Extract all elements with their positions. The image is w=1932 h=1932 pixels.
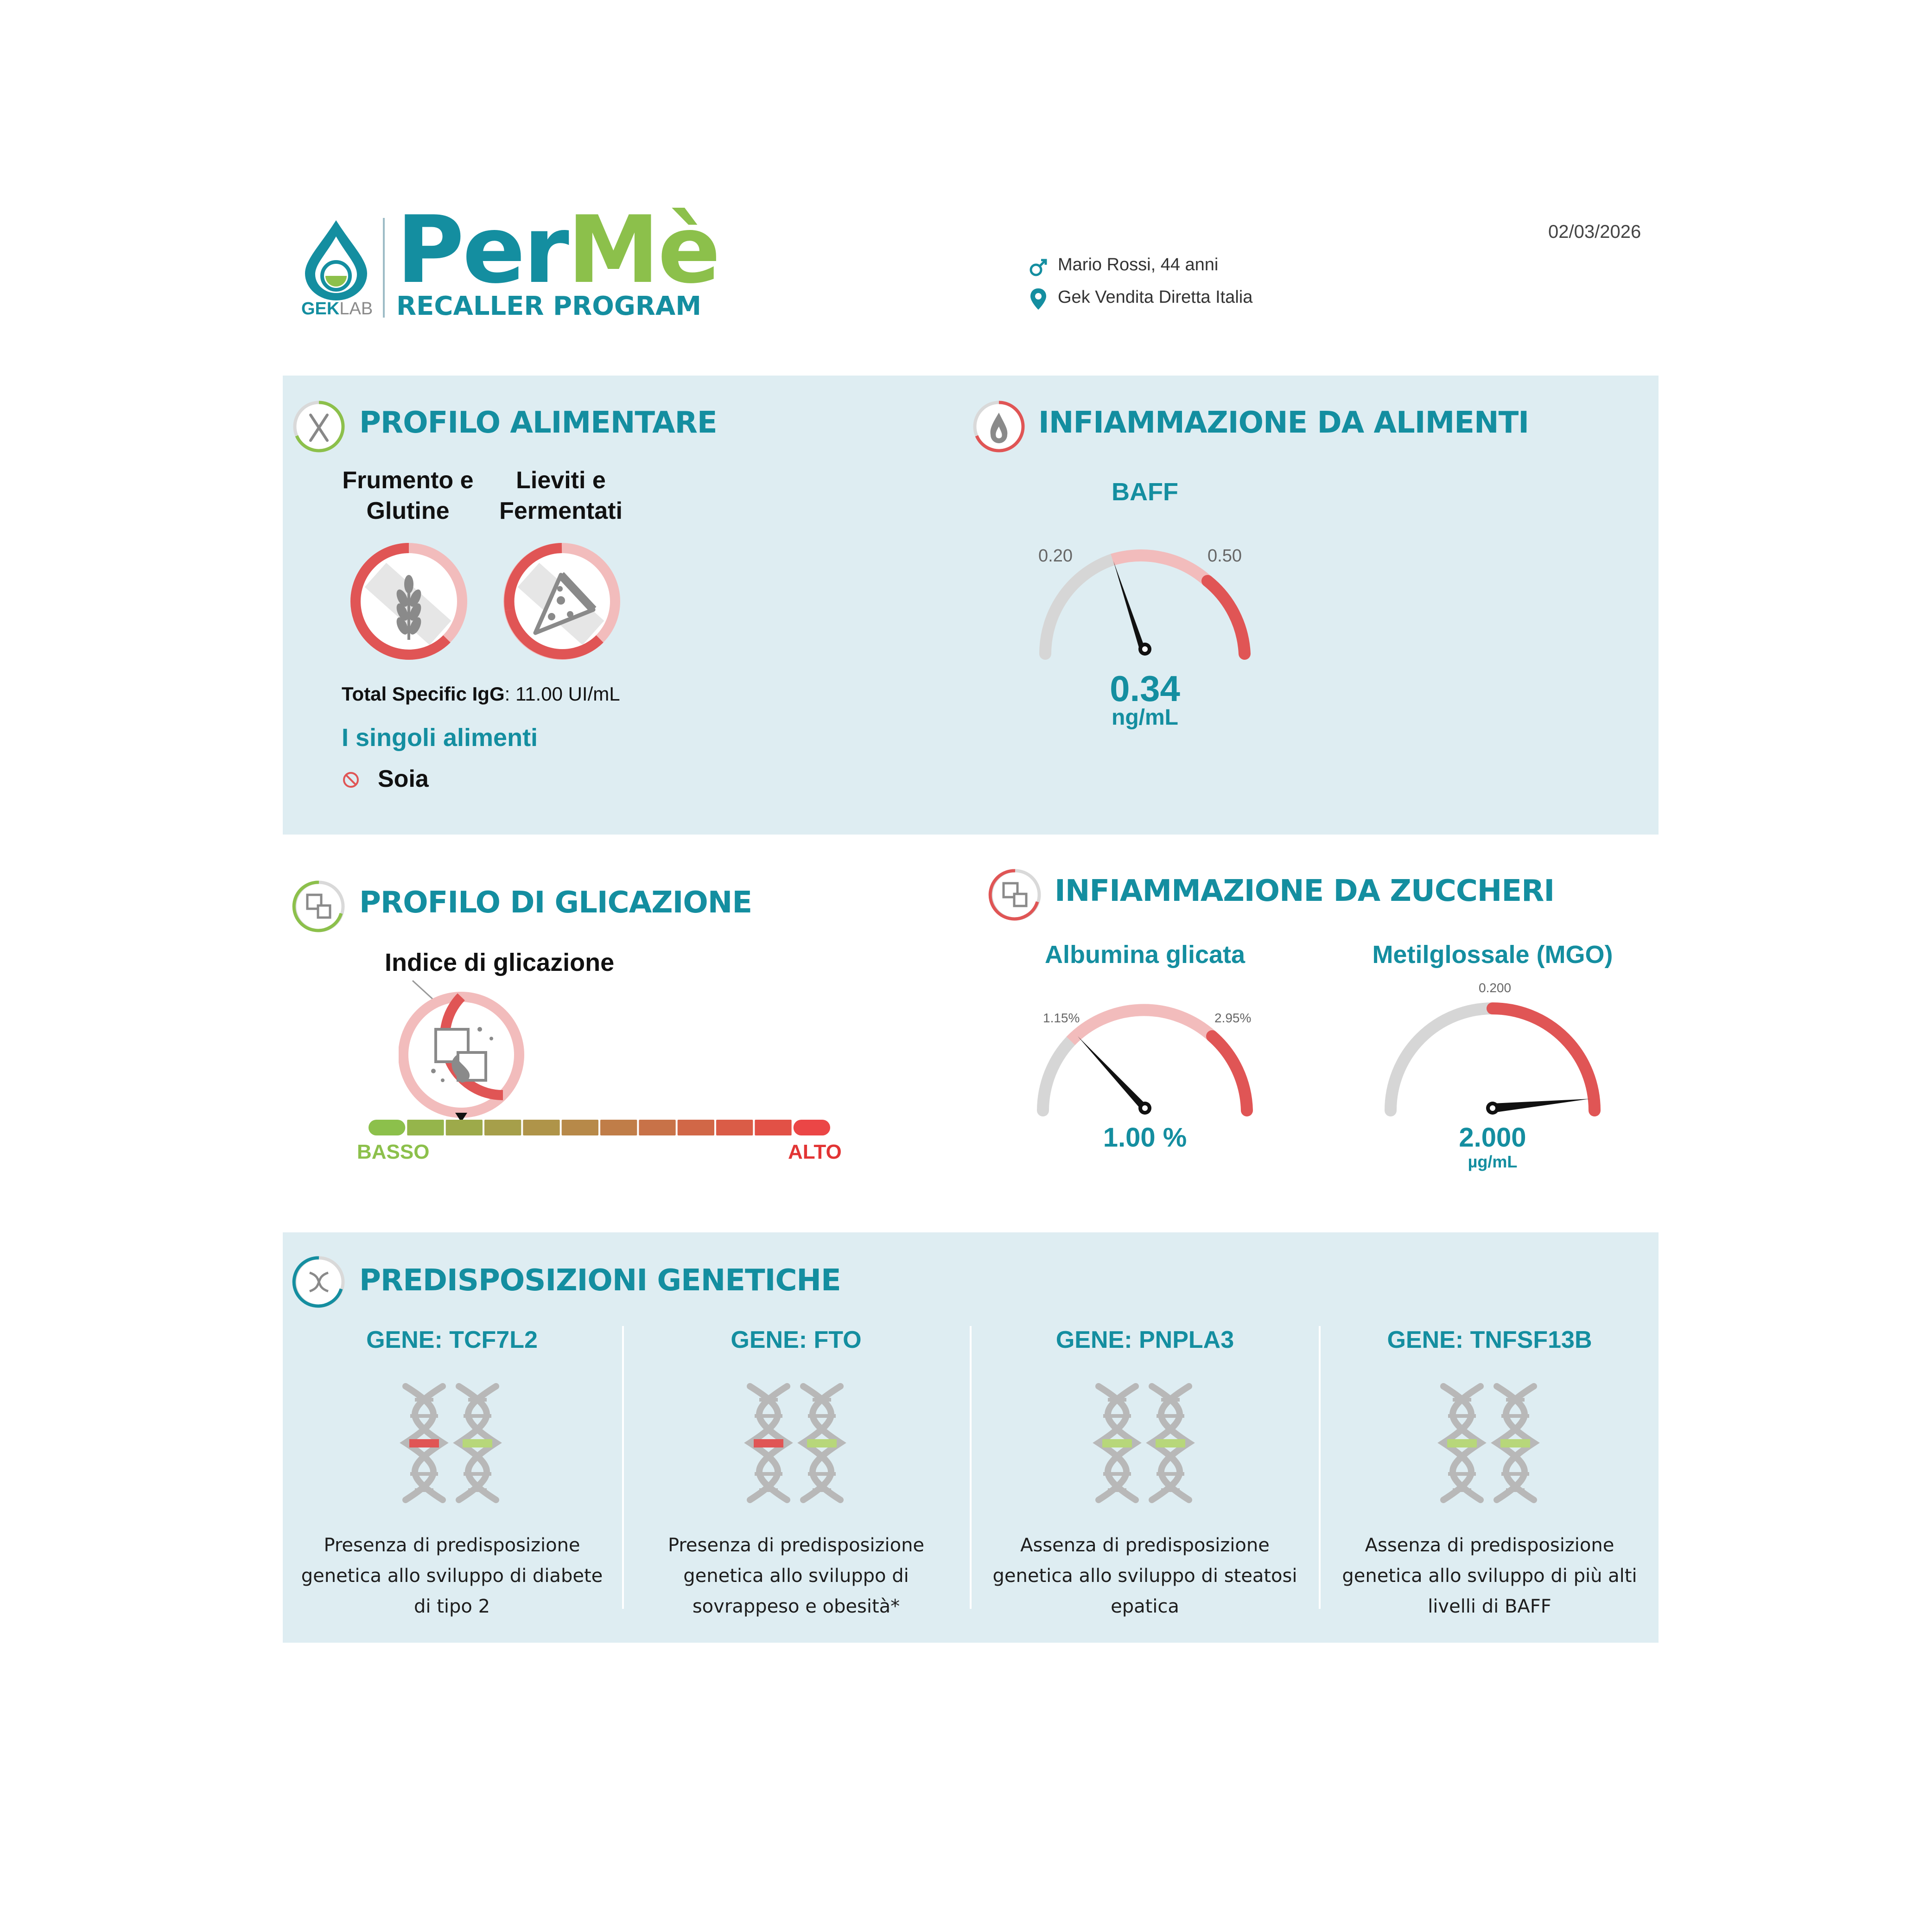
- dna-strand: [459, 1386, 496, 1500]
- albumina-low-label: 1.15%: [1043, 1011, 1080, 1025]
- logo-brand-secondary: LAB: [339, 299, 373, 319]
- mgo-gauge-needle: [1486, 1099, 1590, 1115]
- food-label-line: Lieviti e: [516, 467, 606, 494]
- gene-description-line: livelli di BAFF: [1428, 1596, 1551, 1617]
- albumina-high-label: 2.95%: [1214, 1011, 1252, 1025]
- logo-subtitle: RECALLER PROGRAM: [396, 291, 701, 321]
- prohibited-icon: [342, 771, 360, 789]
- gene-description-line: Presenza di predisposizione: [324, 1535, 580, 1556]
- albumina-gauge-needle: [1078, 1036, 1151, 1115]
- gauge-track-red: [1208, 581, 1245, 654]
- scale-segment: [600, 1120, 637, 1135]
- gauge-track-pink: [1071, 1010, 1212, 1041]
- mgo-gauge: [1379, 990, 1606, 1120]
- baff-low-label: 0.20: [1038, 546, 1073, 566]
- food-label-line: Fermentati: [499, 497, 623, 524]
- food-label-frumento: [324, 465, 491, 526]
- profilo-glicazione-title: PROFILO DI GLICAZIONE: [359, 886, 752, 920]
- dna-marker-band: [409, 1439, 439, 1447]
- food-label-line: Frumento e: [342, 467, 474, 494]
- gene-title: GENE: PNPLA3: [1055, 1326, 1234, 1353]
- total-igg: [342, 683, 620, 705]
- gauge-track-grey: [1391, 1008, 1493, 1110]
- wheat-icon: [348, 540, 470, 663]
- gene-title: GENE: FTO: [731, 1326, 862, 1353]
- total-igg-value: : 11.00 UI/mL: [504, 683, 620, 705]
- logo-divider: [383, 218, 385, 318]
- scale-segment: [639, 1120, 675, 1135]
- sugar-flame-icon: [987, 867, 1043, 923]
- logo-brand-primary: GEK: [301, 299, 340, 319]
- logo-title: [396, 196, 719, 304]
- food-label-line: Glutine: [366, 497, 450, 524]
- dna-helix-icon: [1092, 1382, 1198, 1505]
- location-info: Gek Vendita Diretta Italia: [1058, 287, 1253, 307]
- gauge-track-red: [1212, 1036, 1247, 1110]
- glicazione-scale: [366, 1117, 834, 1138]
- gene-description-line: genetica allo sviluppo di steatosi: [992, 1565, 1297, 1587]
- dna-strand: [1099, 1386, 1136, 1500]
- dna-strand: [1152, 1386, 1189, 1500]
- top-panel: [283, 376, 1659, 835]
- gene-card-fto: [623, 1326, 969, 1622]
- scale-segment: [407, 1120, 444, 1135]
- dna-marker-band: [463, 1439, 492, 1447]
- patient-info: Mario Rossi, 44 anni: [1058, 255, 1219, 274]
- infiammazione-zuccheri-title: INFIAMMAZIONE DA ZUCCHERI: [1055, 874, 1555, 908]
- infiammazione-alimenti-title: INFIAMMAZIONE DA ALIMENTI: [1038, 406, 1529, 440]
- dna-marker-band: [1500, 1439, 1530, 1447]
- scale-segment: [716, 1120, 753, 1135]
- geklab-drop-logo-icon: [301, 218, 371, 301]
- gene-card-tcf7l2: [283, 1326, 621, 1622]
- scale-segment: [678, 1120, 714, 1135]
- baff-unit: ng/mL: [1112, 705, 1178, 730]
- baff-value: 0.34: [1110, 668, 1180, 709]
- gene-description: [972, 1530, 1318, 1622]
- gene-title: GENE: TCF7L2: [366, 1326, 538, 1353]
- scale-segment: [523, 1120, 559, 1135]
- gene-card-pnpla3: [972, 1326, 1318, 1622]
- gauge-track-grey: [1045, 560, 1112, 654]
- dna-strand: [406, 1386, 443, 1500]
- gene-card-tnfsf13b: [1321, 1326, 1659, 1622]
- logo-title-per: Per: [396, 196, 567, 304]
- gauge-track-red: [1493, 1008, 1595, 1110]
- dna-strand: [750, 1386, 787, 1500]
- profilo-alimentare-title: PROFILO ALIMENTARE: [359, 406, 717, 440]
- albumina-value: 1.00 %: [1103, 1122, 1187, 1153]
- flame-icon: [971, 399, 1027, 454]
- dna-helix-icon: [743, 1382, 850, 1505]
- gauge-track-grey: [1043, 1041, 1071, 1110]
- baff-gauge-needle: [1113, 561, 1151, 656]
- mgo-gauge-title: Metilglossale (MGO): [1372, 941, 1613, 969]
- dna-strand: [803, 1386, 840, 1500]
- predisposizioni-title: PREDISPOSIZIONI GENETICHE: [359, 1263, 841, 1298]
- report-date: 02/03/2026: [1548, 222, 1641, 242]
- total-igg-label: Total Specific IgG: [342, 683, 505, 705]
- gene-description-line: sovrappeso e obesità*: [692, 1596, 900, 1617]
- mgo-high-label: 0.200: [1479, 981, 1512, 995]
- gene-description-line: Assenza di predisposizione: [1365, 1535, 1614, 1556]
- gene-description-line: genetica allo sviluppo di più alti: [1342, 1565, 1637, 1587]
- scale-segment: [484, 1120, 521, 1135]
- gene-description-line: Assenza di predisposizione: [1020, 1535, 1270, 1556]
- scale-low-label: BASSO: [357, 1141, 430, 1163]
- gene-description-line: genetica allo sviluppo di: [683, 1565, 909, 1587]
- gene-description-line: epatica: [1111, 1596, 1179, 1617]
- dna-strand: [1497, 1386, 1534, 1500]
- logo-title-me: Mè: [567, 196, 719, 304]
- gene-description: [283, 1530, 621, 1622]
- albumina-gauge: [1031, 990, 1258, 1120]
- pizza-icon: [501, 540, 623, 663]
- dna-marker-band: [1156, 1439, 1185, 1447]
- baff-gauge-title: BAFF: [1112, 478, 1178, 506]
- albumina-gauge-title: Albumina glicata: [1044, 941, 1246, 969]
- gene-description-line: di tipo 2: [413, 1596, 490, 1617]
- dna-marker-band: [754, 1439, 783, 1447]
- food-label-lieviti: [477, 465, 644, 526]
- dna-icon: [291, 1254, 347, 1310]
- fork-knife-icon: [291, 399, 347, 454]
- dna-helix-icon: [399, 1382, 505, 1505]
- dna-marker-band: [1102, 1439, 1132, 1447]
- gene-description-line: genetica allo sviluppo di diabete: [301, 1565, 603, 1587]
- singoli-alimenti-title: I singoli alimenti: [342, 724, 538, 752]
- mgo-value: 2.000: [1459, 1122, 1526, 1153]
- gene-description-line: Presenza di predisposizione: [667, 1535, 925, 1556]
- gauge-track-pink: [1112, 555, 1208, 581]
- male-icon: [1028, 257, 1049, 278]
- mgo-unit: µg/mL: [1468, 1152, 1518, 1171]
- scale-segment: [562, 1120, 598, 1135]
- glicazione-indicator-icon: [399, 978, 547, 1131]
- dna-marker-band: [807, 1439, 837, 1447]
- scale-segment: [369, 1120, 405, 1135]
- baff-high-label: 0.50: [1208, 546, 1242, 566]
- dna-strand: [1443, 1386, 1481, 1500]
- scale-segment: [446, 1120, 483, 1135]
- scale-segment: [755, 1120, 791, 1135]
- gene-description: [1321, 1530, 1659, 1622]
- indice-glicazione-label: Indice di glicazione: [385, 949, 615, 976]
- sugar-cubes-icon: [291, 879, 347, 934]
- dna-helix-icon: [1436, 1382, 1543, 1505]
- scale-high-label: ALTO: [788, 1141, 842, 1163]
- gene-title: GENE: TNFSF13B: [1387, 1326, 1592, 1353]
- location-pin-icon: [1029, 287, 1048, 311]
- singoli-item-soia: Soia: [378, 765, 429, 792]
- gene-description: [623, 1530, 969, 1622]
- dna-marker-band: [1447, 1439, 1477, 1447]
- scale-segment: [794, 1120, 830, 1135]
